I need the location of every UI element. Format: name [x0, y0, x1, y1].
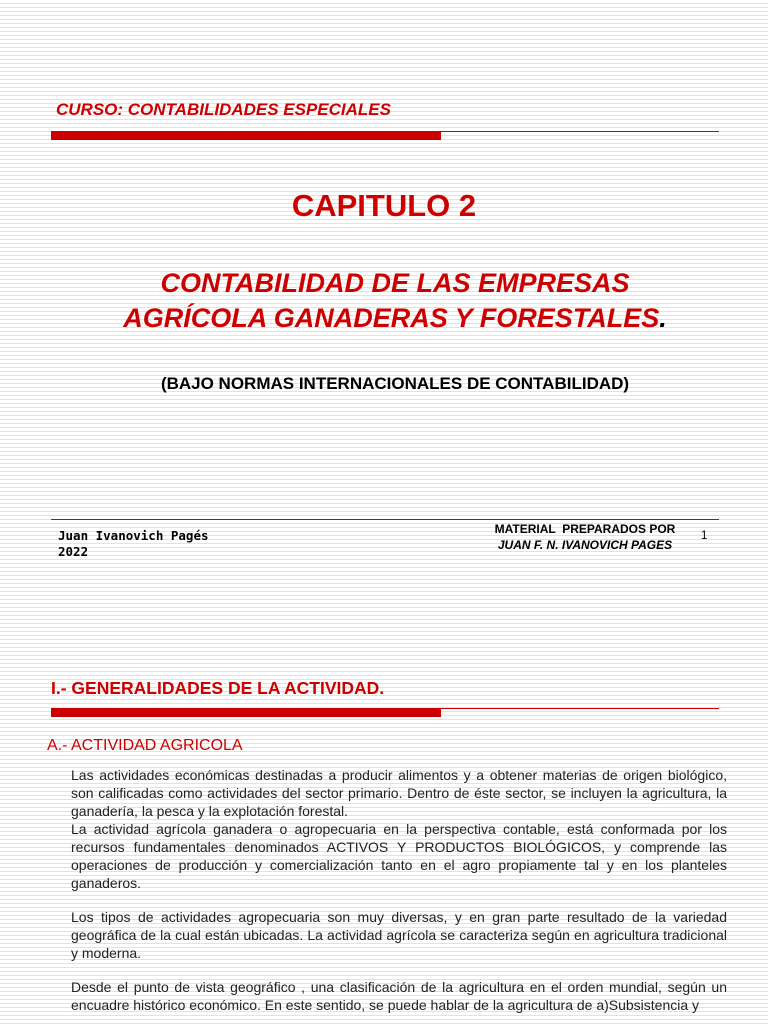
paragraph: Las actividades económicas destinadas a producir alimentos y a obtener materias de origen biológico, son calificadas como actividades del sector primario. Dentro de éste sector, se incluyen la agricultura, la ganadería, la pesca y la explotación forestal.: [71, 767, 727, 819]
footer-rule: [51, 519, 719, 520]
header-thick-rule: [51, 131, 441, 140]
subtitle-period: .: [659, 303, 667, 333]
footer-author: Juan Ivanovich Pagés: [58, 528, 209, 543]
paragraph: La actividad agrícola ganadera o agropecuaria en la perspectiva contable, está conformada por los recursos fundamentales denominados ACTIVOS Y PRODUCTOS BIOLÓGICOS, y comprende las operaciones de producción y comercialización tanto en el agro propiamente tal y en los planteles ganaderos.: [71, 821, 727, 891]
footer-material-line-1: MATERIAL PREPARADOS POR: [494, 522, 676, 536]
norms-subtitle: (BAJO NORMAS INTERNACIONALES DE CONTABILIDAD): [160, 374, 630, 393]
footer-material-line-2: JUAN F. N. IVANOVICH PAGES: [497, 538, 673, 552]
paragraph: Los tipos de actividades agropecuaria son muy diversas, y en gran parte resultado de la variedad geográfica de la cual están ubicadas. La actividad agrícola se caracteriza según en agricultura tradicional y moderna.: [71, 909, 727, 961]
body-text: [71, 766, 727, 1014]
course-title: CURSO: CONTABILIDADES ESPECIALES: [56, 100, 391, 119]
footer-material-block: [470, 521, 700, 553]
subtitle-line-1: CONTABILIDAD DE LAS EMPRESAS: [160, 268, 630, 298]
footer-author-block: [58, 528, 209, 560]
section-thick-rule: [51, 708, 441, 717]
footer-year: 2022: [58, 544, 89, 559]
section-thin-rule: [441, 708, 719, 709]
paragraph: Desde el punto de vista geográfico , una clasificación de la agricultura en el orden mundial, según un encuadre histórico económico. En este sentido, se puede hablar de la agricultura de a)Subsistencia y: [71, 979, 727, 1013]
subtitle-line-2: [40, 301, 750, 336]
header-thin-rule: [441, 131, 719, 132]
chapter-title: CAPITULO 2: [291, 188, 477, 223]
section-title: I.- GENERALIDADES DE LA ACTIVIDAD.: [51, 678, 385, 698]
chapter-subtitle: [40, 266, 750, 336]
subsection-title: A.- ACTIVIDAD AGRICOLA: [47, 737, 243, 754]
page-number: 1: [701, 530, 708, 542]
subtitle-line-2-text: AGRÍCOLA GANADERAS Y FORESTALES: [123, 303, 660, 333]
